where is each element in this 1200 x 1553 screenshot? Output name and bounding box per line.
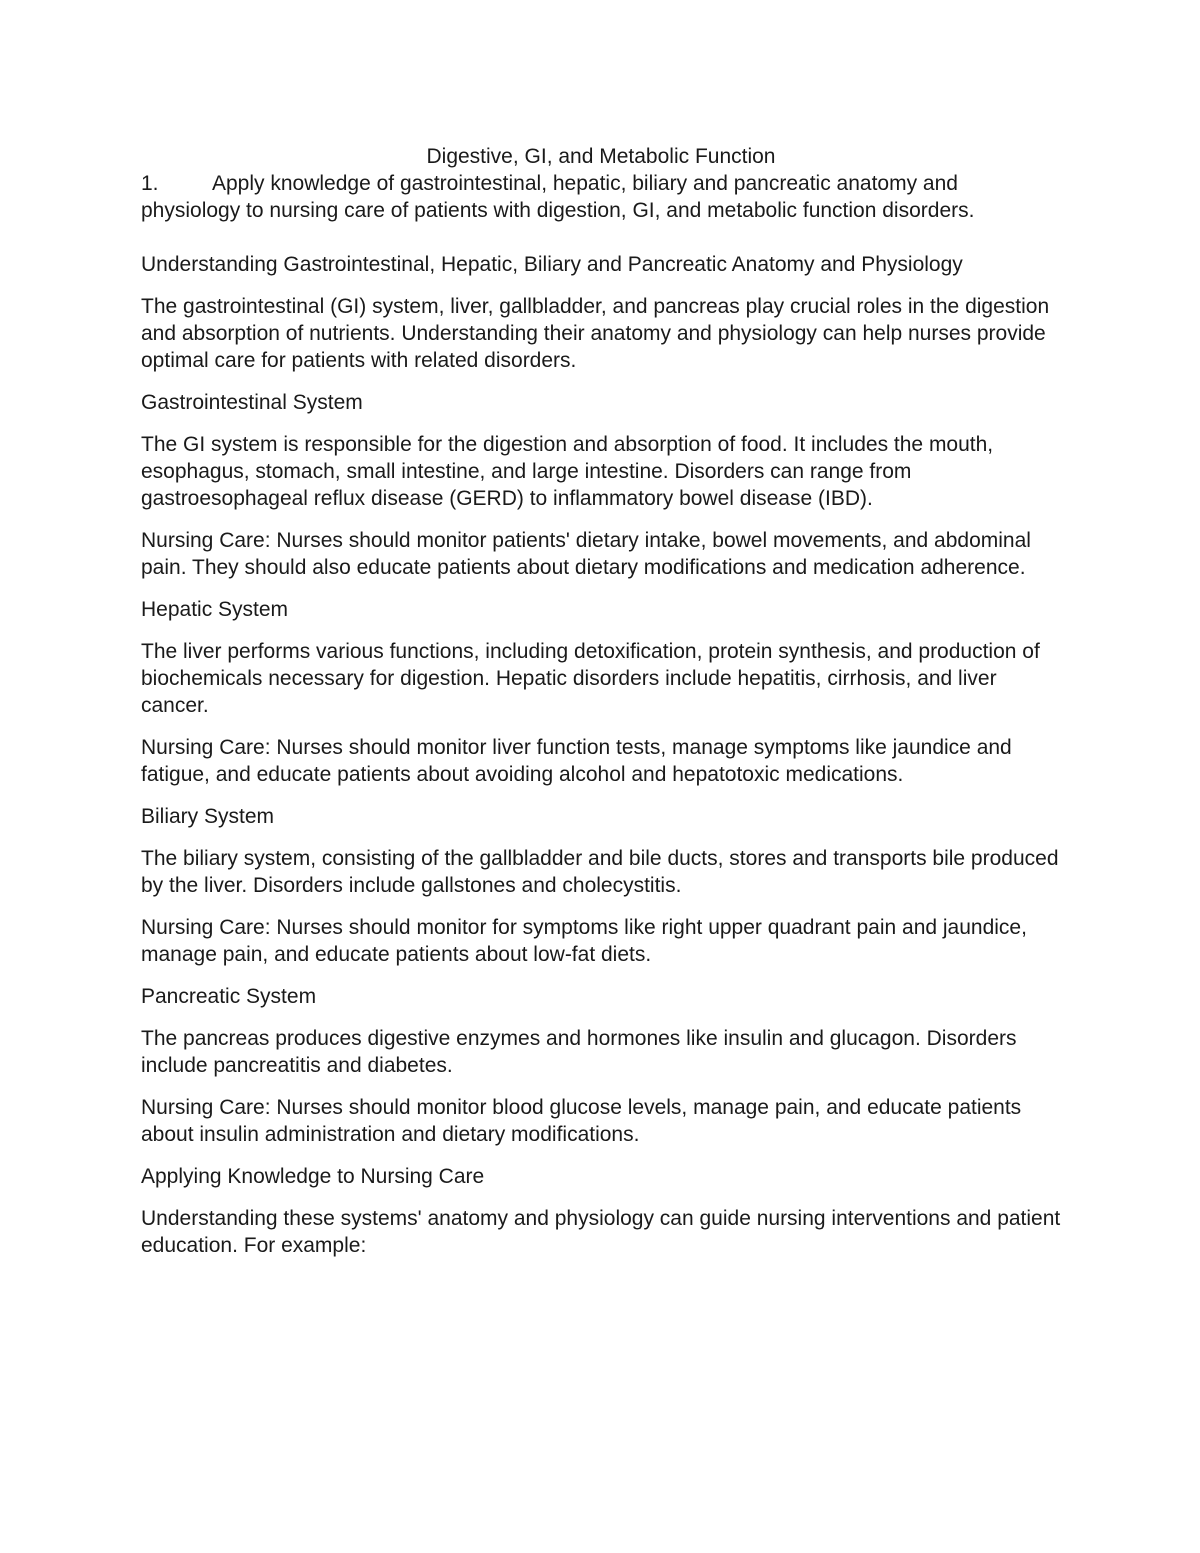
paragraph-gi-nursing-care: Nursing Care: Nurses should monitor patients' dietary intake, bowel movements, and abdominal pain. They should also educate patients about dietary modifications and medication adherence. (141, 529, 1031, 579)
section-heading-hepatic-system: Hepatic System (141, 598, 289, 621)
paragraph-pancreatic-system: The pancreas produces digestive enzymes and hormones like insulin and glucagon. Disorders include pancreatitis and diabetes. (141, 1027, 1017, 1077)
paragraph-overview: The gastrointestinal (GI) system, liver, gallbladder, and pancreas play crucial roles in the digestion and absorption of nutrients. Understanding their anatomy and physiology can help nurses provide optimal care for patients with related disorders. (141, 295, 1050, 372)
section-heading-overview: Understanding Gastrointestinal, Hepatic, Biliary and Pancreatic Anatomy and Physiology (141, 253, 963, 276)
paragraph-biliary-system: The biliary system, consisting of the gallbladder and bile ducts, stores and transports bile produced by the liver. Disorders include gallstones and cholecystitis. (141, 847, 1059, 897)
paragraph-gi-system: The GI system is responsible for the digestion and absorption of food. It includes the mouth, esophagus, stomach, small intestine, and large intestine. Disorders can range from gastroesophageal reflux disease (GERD) to inflammatory bowel disease (IBD). (141, 433, 994, 510)
learning-objective (141, 170, 1061, 224)
document-title: Digestive, GI, and Metabolic Function (426, 145, 776, 168)
section-heading-applying-knowledge: Applying Knowledge to Nursing Care (141, 1165, 485, 1188)
objective-number: 1. (141, 172, 159, 195)
paragraph-hepatic-nursing-care: Nursing Care: Nurses should monitor liver function tests, manage symptoms like jaundice and fatigue, and educate patients about avoiding alcohol and hepatotoxic medications. (141, 736, 1012, 786)
section-heading-pancreatic-system: Pancreatic System (141, 985, 317, 1008)
section-heading-biliary-system: Biliary System (141, 805, 275, 828)
document-page (141, 143, 1061, 1274)
paragraph-applying-knowledge: Understanding these systems' anatomy and physiology can guide nursing interventions and patient education. For example: (141, 1207, 1061, 1257)
paragraph-hepatic-system: The liver performs various functions, including detoxification, protein synthesis, and production of biochemicals necessary for digestion. Hepatic disorders include hepatitis, cirrhosis, and liver cancer. (141, 640, 1040, 717)
section-heading-gi-system: Gastrointestinal System (141, 391, 363, 414)
objective-text: Apply knowledge of gastrointestinal, hepatic, biliary and pancreatic anatomy and physiology to nursing care of patients with digestion, GI, and metabolic function disorders. (141, 172, 975, 222)
paragraph-pancreatic-nursing-care: Nursing Care: Nurses should monitor blood glucose levels, manage pain, and educate patients about insulin administration and dietary modifications. (141, 1096, 1022, 1146)
spacer (141, 224, 1061, 251)
paragraph-biliary-nursing-care: Nursing Care: Nurses should monitor for symptoms like right upper quadrant pain and jaundice, manage pain, and educate patients about low-fat diets. (141, 916, 1027, 966)
